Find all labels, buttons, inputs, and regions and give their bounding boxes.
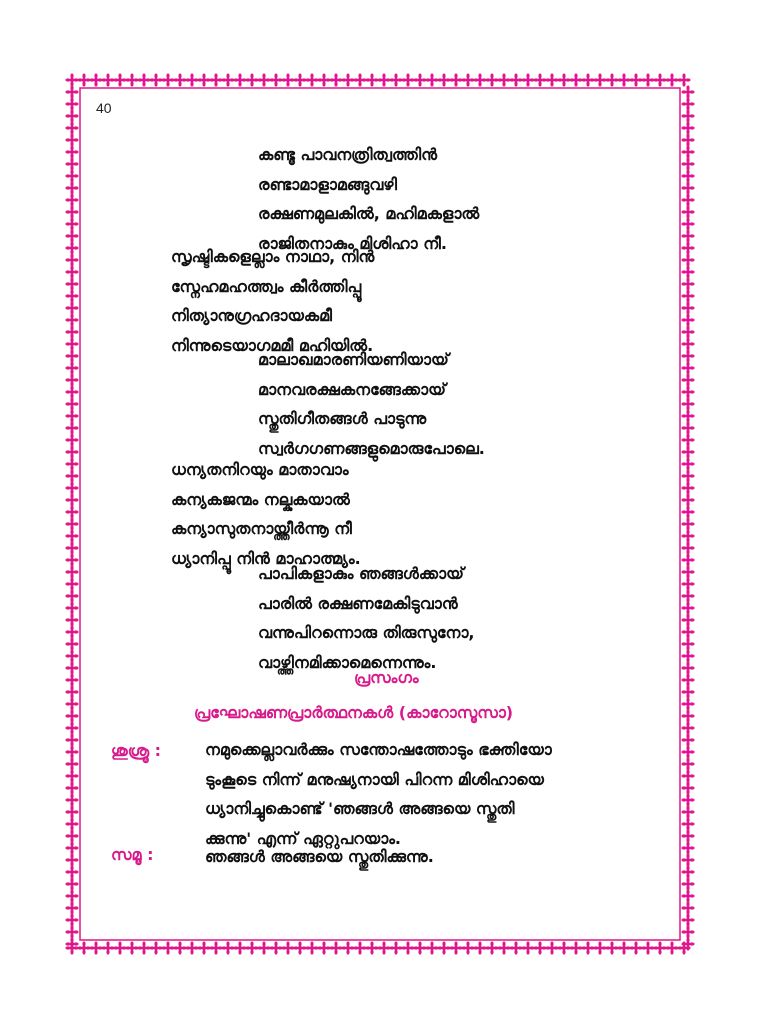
border-flower-icon xyxy=(365,941,378,954)
border-flower-icon xyxy=(65,169,78,182)
border-flower-icon xyxy=(65,433,78,446)
border-flower-icon xyxy=(593,73,606,86)
border-flower-icon xyxy=(485,73,498,86)
speech-line: ടുംകൂടെ നിന്ന് മനുഷ്യനായി പിറന്ന മിശിഹായെ xyxy=(205,769,544,789)
border-flower-icon xyxy=(65,697,78,710)
border-flower-icon xyxy=(509,73,522,86)
border-flower-icon xyxy=(209,941,222,954)
border-flower-icon xyxy=(681,469,694,482)
border-flower-icon xyxy=(65,265,78,278)
border-flower-icon xyxy=(65,673,78,686)
border-flower-icon xyxy=(545,73,558,86)
border-flower-icon xyxy=(257,941,270,954)
border-flower-icon xyxy=(65,157,78,170)
hymn-line: മാനവരക്ഷകനങ്ങേക്കായ് xyxy=(258,379,446,399)
border-flower-icon xyxy=(65,73,78,86)
border-flower-icon xyxy=(617,73,630,86)
border-flower-icon xyxy=(449,73,462,86)
speech-congregation xyxy=(205,842,434,872)
border-flower-icon xyxy=(681,481,694,494)
border-flower-icon xyxy=(681,421,694,434)
border-flower-icon xyxy=(581,73,594,86)
border-flower-icon xyxy=(65,445,78,458)
border-flower-icon xyxy=(233,941,246,954)
border-flower-icon xyxy=(521,941,534,954)
border-flower-icon xyxy=(65,685,78,698)
border-flower-icon xyxy=(533,941,546,954)
border-flower-icon xyxy=(305,941,318,954)
border-flower-icon xyxy=(65,205,78,218)
border-flower-icon xyxy=(65,661,78,674)
border-flower-icon xyxy=(65,721,78,734)
border-flower-icon xyxy=(257,73,270,86)
border-flower-icon xyxy=(65,913,78,926)
hymn-line: കന്യാസുതനായ്ത്തീർന്നൂ നീ xyxy=(171,519,352,538)
border-flower-icon xyxy=(681,337,694,350)
border-flower-icon xyxy=(65,193,78,206)
border-flower-icon xyxy=(681,781,694,794)
border-flower-icon xyxy=(681,613,694,626)
border-flower-icon xyxy=(681,145,694,158)
border-flower-icon xyxy=(557,941,570,954)
border-flower-icon xyxy=(681,529,694,542)
border-flower-icon xyxy=(681,409,694,422)
border-flower-icon xyxy=(681,385,694,398)
border-flower-icon xyxy=(245,941,258,954)
border-flower-icon xyxy=(681,193,694,206)
border-flower-icon xyxy=(681,649,694,662)
border-flower-icon xyxy=(65,757,78,770)
border-flower-icon xyxy=(681,301,694,314)
hymn-line: മാലാഖമാരണിയണിയായ് xyxy=(258,350,449,369)
border-flower-icon xyxy=(389,73,402,86)
border-flower-icon xyxy=(65,145,78,158)
border-flower-icon xyxy=(681,913,694,926)
border-flower-icon xyxy=(389,941,402,954)
border-flower-icon xyxy=(65,253,78,266)
border-flower-icon xyxy=(681,97,694,110)
speaker-label-congregation: സമൂ : xyxy=(111,845,154,864)
border-flower-icon xyxy=(681,589,694,602)
border-flower-icon xyxy=(185,73,198,86)
border-flower-icon xyxy=(65,553,78,566)
border-flower-icon xyxy=(425,941,438,954)
border-flower-icon xyxy=(681,577,694,590)
border-flower-icon xyxy=(65,901,78,914)
border-flower-icon xyxy=(329,941,342,954)
border-flower-icon xyxy=(65,541,78,554)
border-flower-icon xyxy=(233,73,246,86)
border-flower-icon xyxy=(641,941,654,954)
border-flower-icon xyxy=(681,865,694,878)
border-flower-icon xyxy=(65,325,78,338)
border-flower-icon xyxy=(137,73,150,86)
border-flower-icon xyxy=(681,253,694,266)
border-flower-icon xyxy=(65,409,78,422)
border-flower-icon xyxy=(681,553,694,566)
border-flower-icon xyxy=(681,709,694,722)
border-flower-icon xyxy=(557,73,570,86)
border-flower-icon xyxy=(681,769,694,782)
border-flower-icon xyxy=(149,941,162,954)
border-flower-icon xyxy=(365,73,378,86)
border-flower-icon xyxy=(65,889,78,902)
border-flower-icon xyxy=(65,457,78,470)
border-flower-icon xyxy=(681,361,694,374)
border-flower-icon xyxy=(113,941,126,954)
hymn-stanza-4 xyxy=(171,455,361,573)
border-flower-icon xyxy=(681,829,694,842)
border-flower-icon xyxy=(101,941,114,954)
section-subtitle: പ്രഘോഷണപ്രാർത്ഥനകൾ (കാറോസൂസാ) xyxy=(194,703,514,722)
border-flower-icon xyxy=(473,73,486,86)
border-flower-icon xyxy=(125,941,138,954)
border-flower-icon xyxy=(65,877,78,890)
hymn-line: പാപികളാകും ഞങ്ങൾക്കായ് xyxy=(258,564,464,583)
border-flower-icon xyxy=(65,733,78,746)
border-flower-icon xyxy=(269,941,282,954)
border-flower-icon xyxy=(89,941,102,954)
border-flower-icon xyxy=(65,217,78,230)
border-flower-icon xyxy=(377,941,390,954)
border-flower-icon xyxy=(65,793,78,806)
border-flower-icon xyxy=(681,757,694,770)
border-flower-icon xyxy=(681,289,694,302)
border-flower-icon xyxy=(681,133,694,146)
border-flower-icon xyxy=(681,901,694,914)
border-flower-icon xyxy=(173,73,186,86)
border-flower-icon xyxy=(605,73,618,86)
border-flower-icon xyxy=(149,73,162,86)
border-flower-icon xyxy=(221,941,234,954)
hymn-line: നിത്യാനുഗ്രഹദായകമീ xyxy=(171,306,333,325)
border-flower-icon xyxy=(65,829,78,842)
border-flower-icon xyxy=(681,121,694,134)
border-flower-icon xyxy=(65,481,78,494)
border-flower-icon xyxy=(65,625,78,638)
border-flower-icon xyxy=(197,941,210,954)
border-flower-icon xyxy=(65,337,78,350)
speaker-label-deacon: ശുശ്രൂ : xyxy=(111,741,162,760)
border-flower-icon xyxy=(209,73,222,86)
border-flower-icon xyxy=(681,445,694,458)
border-flower-icon xyxy=(65,397,78,410)
border-flower-icon xyxy=(77,73,90,86)
border-flower-icon xyxy=(341,73,354,86)
border-flower-icon xyxy=(681,313,694,326)
border-flower-icon xyxy=(665,941,678,954)
border-flower-icon xyxy=(569,941,582,954)
border-flower-icon xyxy=(65,97,78,110)
border-flower-icon xyxy=(545,941,558,954)
hymn-line: നിന്നുടെയാഗമമീ മഹിയിൽ. xyxy=(171,335,374,355)
border-flower-icon xyxy=(65,769,78,782)
border-flower-icon xyxy=(65,469,78,482)
hymn-line: കണ്ടൂ പാവനത്രിത്വത്തിൻ xyxy=(258,145,438,164)
border-flower-icon xyxy=(65,589,78,602)
border-flower-icon xyxy=(65,745,78,758)
speech-line: നമുക്കെല്ലാവർക്കും സന്തോഷത്തോടും ഭക്തിയോ xyxy=(205,740,552,759)
border-flower-icon xyxy=(65,565,78,578)
border-flower-icon xyxy=(161,941,174,954)
border-flower-icon xyxy=(65,601,78,614)
border-flower-icon xyxy=(89,73,102,86)
border-flower-icon xyxy=(653,941,666,954)
border-flower-icon xyxy=(449,941,462,954)
border-flower-icon xyxy=(401,73,414,86)
border-flower-icon xyxy=(681,697,694,710)
border-flower-icon xyxy=(473,941,486,954)
border-flower-icon xyxy=(65,373,78,386)
border-flower-icon xyxy=(65,577,78,590)
border-flower-icon xyxy=(377,73,390,86)
border-flower-icon xyxy=(65,121,78,134)
border-flower-icon xyxy=(317,73,330,86)
border-flower-icon xyxy=(677,73,690,86)
border-flower-icon xyxy=(65,313,78,326)
border-flower-icon xyxy=(317,941,330,954)
speech-line: ധ്യാനിച്ചുകൊണ്ട് 'ഞങ്ങൾ അങ്ങയെ സ്തുതി xyxy=(205,799,515,818)
border-flower-icon xyxy=(101,73,114,86)
border-flower-icon xyxy=(641,73,654,86)
border-flower-icon xyxy=(617,941,630,954)
border-flower-icon xyxy=(681,157,694,170)
hymn-stanza-3 xyxy=(258,345,485,463)
border-flower-icon xyxy=(681,853,694,866)
border-flower-icon xyxy=(437,73,450,86)
border-flower-icon xyxy=(681,505,694,518)
border-flower-icon xyxy=(681,565,694,578)
hymn-stanza-1 xyxy=(258,140,479,258)
border-flower-icon xyxy=(681,85,694,98)
border-flower-icon xyxy=(681,493,694,506)
border-flower-icon xyxy=(681,517,694,530)
border-flower-icon xyxy=(581,941,594,954)
hymn-line: രണ്ടാമാളാമങ്ങുവഴി xyxy=(258,174,398,194)
border-flower-icon xyxy=(293,73,306,86)
hymn-line: രാജിതനാകും മിശിഹാ നീ. xyxy=(258,233,447,253)
border-flower-icon xyxy=(413,73,426,86)
border-flower-icon xyxy=(65,361,78,374)
border-flower-icon xyxy=(161,73,174,86)
border-flower-icon xyxy=(65,349,78,362)
border-flower-icon xyxy=(65,241,78,254)
border-flower-icon xyxy=(461,941,474,954)
border-flower-icon xyxy=(65,529,78,542)
border-flower-icon xyxy=(65,709,78,722)
hymn-line: കന്യകജന്മം നല്കുകയാൽ xyxy=(171,489,350,509)
border-flower-icon xyxy=(605,941,618,954)
border-flower-icon xyxy=(425,73,438,86)
border-flower-icon xyxy=(497,73,510,86)
border-flower-icon xyxy=(665,73,678,86)
hymn-line: രക്ഷണമുലകിൽ, മഹിമകളാൽ xyxy=(258,204,480,223)
border-flower-icon xyxy=(681,601,694,614)
border-flower-icon xyxy=(65,133,78,146)
border-flower-icon xyxy=(65,385,78,398)
border-flower-icon xyxy=(221,73,234,86)
border-flower-icon xyxy=(681,217,694,230)
speech-line: ഞങ്ങൾ അങ്ങയെ സ്തുതിക്കുന്നു. xyxy=(205,847,434,866)
hymn-stanza-2 xyxy=(171,242,374,360)
border-flower-icon xyxy=(681,685,694,698)
border-flower-icon xyxy=(173,941,186,954)
border-flower-icon xyxy=(681,205,694,218)
border-flower-icon xyxy=(681,793,694,806)
border-flower-icon xyxy=(293,941,306,954)
border-flower-icon xyxy=(681,925,694,938)
section-heading: പ്രസംഗം xyxy=(354,668,419,687)
border-flower-icon xyxy=(65,613,78,626)
border-flower-icon xyxy=(113,73,126,86)
border-flower-icon xyxy=(681,541,694,554)
hymn-stanza-5 xyxy=(258,559,475,677)
border-flower-icon xyxy=(593,941,606,954)
border-flower-icon xyxy=(65,517,78,530)
border-flower-icon xyxy=(681,229,694,242)
border-flower-icon xyxy=(681,817,694,830)
speech-deacon xyxy=(205,735,552,853)
page-number: 40 xyxy=(96,100,112,116)
border-flower-icon xyxy=(65,841,78,854)
border-flower-icon xyxy=(65,805,78,818)
border-flower-icon xyxy=(629,941,642,954)
hymn-line: സ്വർഗഗണങ്ങളുമൊരുപോലെ. xyxy=(258,438,485,458)
border-flower-icon xyxy=(245,73,258,86)
border-flower-icon xyxy=(65,817,78,830)
border-flower-icon xyxy=(125,73,138,86)
border-flower-icon xyxy=(681,181,694,194)
hymn-line: സൃഷ്ടികളെല്ലാം നാഥാ, നിൻ xyxy=(171,247,375,266)
border-flower-icon xyxy=(353,73,366,86)
hymn-line: വാഴ്ത്തിനമിക്കാമെന്നെന്നും. xyxy=(258,652,437,672)
border-flower-icon xyxy=(137,941,150,954)
border-flower-icon xyxy=(681,397,694,410)
border-flower-icon xyxy=(65,85,78,98)
border-flower-icon xyxy=(77,941,90,954)
border-flower-icon xyxy=(281,73,294,86)
border-flower-icon xyxy=(681,841,694,854)
border-flower-icon xyxy=(65,229,78,242)
border-flower-icon xyxy=(681,433,694,446)
border-flower-icon xyxy=(509,941,522,954)
border-flower-icon xyxy=(681,373,694,386)
border-flower-icon xyxy=(681,637,694,650)
border-flower-icon xyxy=(681,349,694,362)
border-flower-icon xyxy=(485,941,498,954)
border-flower-icon xyxy=(681,241,694,254)
border-flower-icon xyxy=(681,325,694,338)
border-flower-icon xyxy=(681,721,694,734)
border-flower-icon xyxy=(413,941,426,954)
border-flower-icon xyxy=(681,889,694,902)
border-flower-icon xyxy=(681,169,694,182)
border-flower-icon xyxy=(681,805,694,818)
border-flower-icon xyxy=(681,265,694,278)
hymn-line: സ്തുതിഗീതങ്ങൾ പാടുന്നു xyxy=(258,409,427,428)
border-flower-icon xyxy=(65,289,78,302)
border-flower-icon xyxy=(65,109,78,122)
border-flower-icon xyxy=(329,73,342,86)
border-flower-icon xyxy=(65,301,78,314)
border-flower-icon xyxy=(341,941,354,954)
border-flower-icon xyxy=(269,73,282,86)
border-flower-icon xyxy=(401,941,414,954)
border-flower-icon xyxy=(305,73,318,86)
border-flower-icon xyxy=(681,673,694,686)
hymn-line: ധ്യാനിപ്പൂ നിൻ മാഹാത്മ്യം. xyxy=(171,548,361,568)
border-flower-icon xyxy=(681,277,694,290)
border-flower-icon xyxy=(653,73,666,86)
hymn-line: പാരിൽ രക്ഷണമേകിടുവാൻ xyxy=(258,593,458,613)
border-flower-icon xyxy=(353,941,366,954)
border-flower-icon xyxy=(281,941,294,954)
border-flower-icon xyxy=(197,73,210,86)
border-flower-icon xyxy=(65,853,78,866)
hymn-line: ധന്യതനിറയും മാതാവാം xyxy=(171,460,349,479)
border-flower-icon xyxy=(185,941,198,954)
border-flower-icon xyxy=(681,745,694,758)
speech-line: ക്കുന്നു' എന്ന് ഏറ്റുപറയാം. xyxy=(205,828,401,848)
border-flower-icon xyxy=(681,457,694,470)
border-flower-icon xyxy=(65,181,78,194)
border-flower-icon xyxy=(65,649,78,662)
border-flower-icon xyxy=(497,941,510,954)
border-flower-icon xyxy=(65,505,78,518)
border-flower-icon xyxy=(521,73,534,86)
border-flower-icon xyxy=(65,925,78,938)
border-flower-icon xyxy=(461,73,474,86)
border-flower-icon xyxy=(533,73,546,86)
border-flower-icon xyxy=(437,941,450,954)
hymn-line: സ്നേഹമഹത്ത്വം കീർത്തിപ്പൂ xyxy=(171,276,362,296)
hymn-line: വന്നുപിറന്നൊരു തിരുസുനോ, xyxy=(258,623,475,642)
border-flower-icon xyxy=(65,421,78,434)
border-flower-icon xyxy=(65,781,78,794)
border-flower-icon xyxy=(65,637,78,650)
border-flower-icon xyxy=(65,493,78,506)
border-flower-icon xyxy=(65,277,78,290)
border-flower-icon xyxy=(681,625,694,638)
border-flower-icon xyxy=(681,109,694,122)
border-flower-icon xyxy=(681,733,694,746)
border-flower-icon xyxy=(681,877,694,890)
border-flower-icon xyxy=(629,73,642,86)
border-flower-icon xyxy=(681,661,694,674)
border-flower-icon xyxy=(65,865,78,878)
border-flower-icon xyxy=(569,73,582,86)
